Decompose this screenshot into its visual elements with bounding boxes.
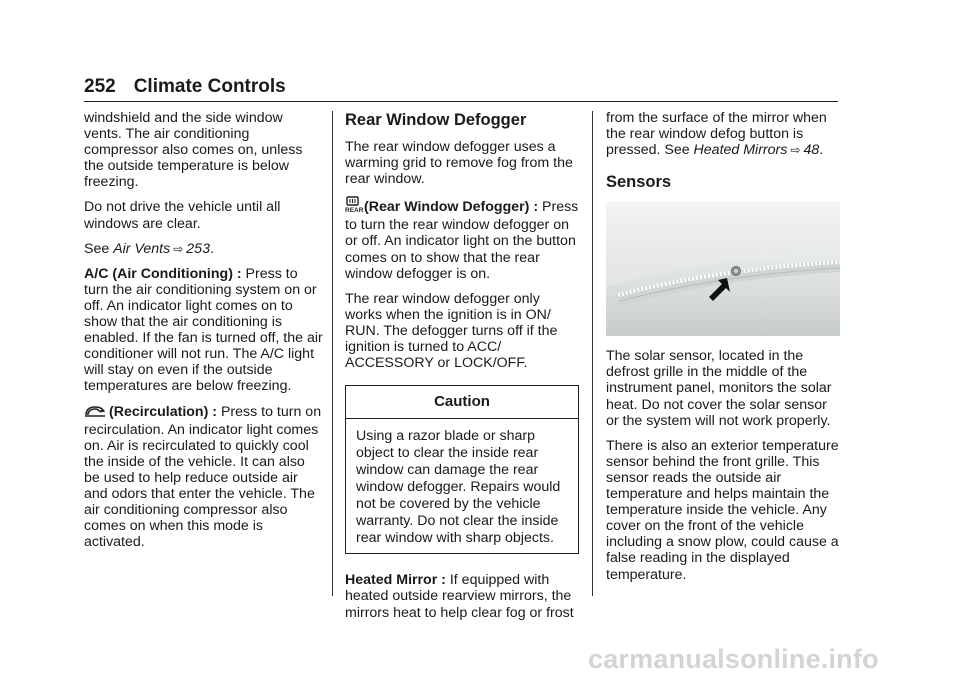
xref-page[interactable]: 48	[803, 142, 820, 159]
caution-text: Using a razor blade or sharp object to clear the inside rear window can damage the rear window defogger. Repairs would not be covered by the vehicle warranty. Do not clear the inside rear window with sharp objects.	[356, 428, 561, 547]
mirror-term: Heated Mirror :	[345, 572, 446, 589]
ac-term: A/C (Air Conditioning) :	[84, 265, 242, 282]
caution-box	[345, 385, 579, 554]
paragraph: There is also an exterior temperature sensor behind the front grille. This sensor reads the outside air temperature and helps maintain the temperature inside the vehicle. Any cover on the front of the vehicle including a snow plow, could cause a false reading in the displayed temperature.	[606, 437, 839, 583]
xref-link-air-vents[interactable]: Air Vents	[113, 240, 171, 257]
paragraph: The solar sensor, located in the defrost grille in the middle of the instrument panel, monitors the solar heat. Do not cover the solar sensor or the system will not work properly.	[606, 348, 832, 429]
watermark: carmanualsonline.info	[588, 644, 879, 674]
header-rule	[84, 101, 838, 102]
xref-link-heated-mirrors[interactable]: Heated Mirrors	[693, 142, 788, 159]
column-right	[606, 110, 840, 592]
mirror-continuation: from the surface of the mirror when the rear window defog button is pressed. See Heated Mirrors ⇨ 48.	[606, 110, 827, 159]
defog-term: (Rear Window Defogger) :	[364, 199, 539, 216]
paragraph: Do not drive the vehicle until all windows are clear.	[84, 199, 281, 232]
recirc-term: (Recirculation) :	[109, 403, 217, 420]
see-reference: See Air Vents ⇨ 253.	[84, 240, 214, 257]
recirculation-icon	[84, 404, 106, 422]
xref-page[interactable]: 253	[186, 240, 210, 257]
section-title: Climate Controls	[133, 76, 286, 97]
recirc-paragraph	[84, 404, 324, 551]
see-prefix: See	[84, 240, 114, 257]
column-divider	[592, 111, 593, 596]
paragraph: The rear window defogger uses a warming grid to remove fog from the rear window.	[345, 139, 573, 188]
paragraph: The rear window defogger only works when the ignition is in ON/ RUN. The defogger turns off if the ignition is turned to ACC/ ACCESSORY or LOCK/OFF.	[345, 290, 558, 372]
solar-sensor-illustration	[606, 202, 840, 336]
heading-sensors: Sensors	[606, 173, 672, 192]
page-reference-icon: ⇨	[790, 143, 801, 158]
recirc-text: Press to turn on recirculation. An indicator light comes on. Air is recirculated to quickly cool the inside of the vehicle. It can also be used to help reduce outside air and odors that enter the vehicle. The air conditioning compressor also comes on when this mode is activated.	[84, 403, 322, 551]
p1-prefix: from the surface of the mirror when the rear window defog button is pressed. See	[606, 110, 827, 159]
column-left	[84, 110, 324, 559]
paragraph: windshield and the side window vents. The air conditioning compressor also comes on, unless the outside temperature is below freezing.	[84, 110, 303, 191]
defog-text: Press to turn the rear window defogger on or off. An indicator light on the button comes on to show that the rear window defogger is on.	[345, 199, 579, 282]
caution-title: Caution	[346, 386, 578, 419]
heading-rear-window-defogger: Rear Window Defogger	[345, 111, 527, 129]
mirror-paragraph	[345, 572, 579, 620]
column-divider	[332, 111, 333, 596]
page-number: 252	[84, 76, 116, 97]
column-middle	[345, 110, 579, 630]
page-reference-icon: ⇨	[173, 241, 184, 256]
defog-paragraph	[345, 196, 579, 281]
svg-text:REAR: REAR	[345, 207, 364, 215]
page-header	[84, 72, 286, 102]
mirror-text: If equipped with heated outside rearview mirrors, the mirrors heat to help clear fog or frost	[345, 572, 574, 621]
ac-paragraph	[84, 266, 324, 395]
ac-text: Press to turn the air conditioning system on or off. An indicator light comes on to show that the air conditioning is enabled. If the fan is turned off, the air conditioner will not run. The A/C light will stay on even if the outside temperatures are below freezing.	[84, 265, 323, 395]
rear-defog-icon	[345, 196, 364, 217]
